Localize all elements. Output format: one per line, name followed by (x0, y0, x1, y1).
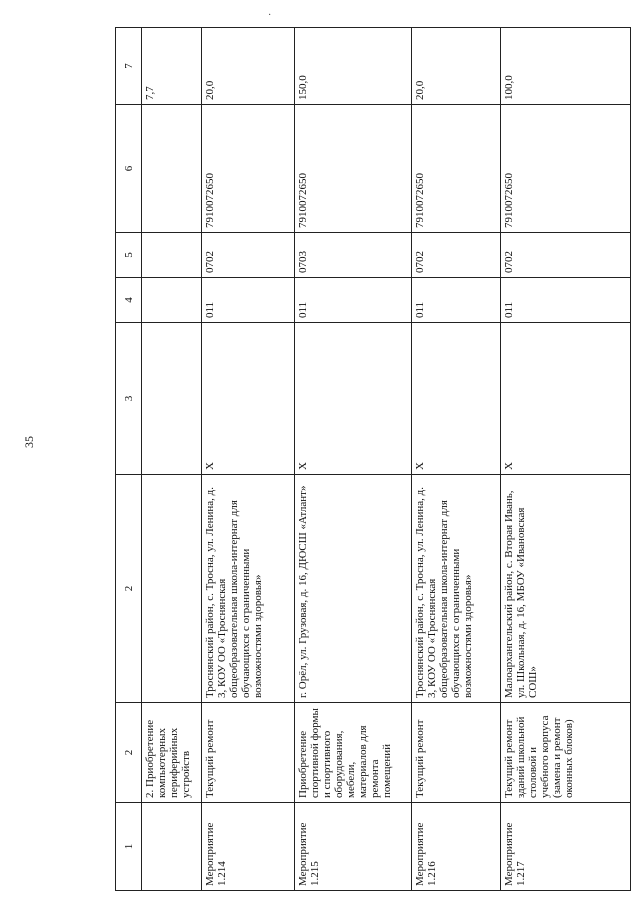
table-row (202, 28, 295, 891)
cell-col4: 011 (202, 278, 295, 323)
cell-col2a: Текущий ремонт (412, 703, 501, 803)
page-number: 35 (22, 436, 36, 448)
cell-col3: Х (412, 323, 501, 475)
cell-col2b: г. Орёл, ул. Грузовая, д. 16, ДЮСШ «Атлант» (295, 475, 412, 703)
rotated-table-container (115, 28, 630, 891)
cell-col6: 7910072650 (412, 105, 501, 233)
cell-col7: 100,0 (501, 28, 631, 105)
cell-col2a: Текущий ремонт зданий школьной столовой и учебного корпуса (замена и ремонт оконных блоков) (501, 703, 631, 803)
cell-col2b: Малоархангельский район, с. Вторая Ивань, ул. Школьная, д. 16, МБОУ «Ивановская СОШ» (501, 475, 631, 703)
cell-col6: 7910072650 (202, 105, 295, 233)
budget-table (115, 27, 631, 891)
cell-col1: Мероприятие 1.216 (412, 803, 501, 891)
cell-col5: 0702 (412, 233, 501, 278)
cell-col4: 011 (501, 278, 631, 323)
table-row (412, 28, 501, 891)
cell-col1: Мероприятие 1.217 (501, 803, 631, 891)
cell-col7: 7,7 (142, 28, 202, 105)
header-cell-5: 5 (116, 233, 142, 278)
cell-col2a: Приобретение спортивной формы и спортивного оборудования, мебели, материалов для ремонта помещений (295, 703, 412, 803)
cell-col6 (142, 105, 202, 233)
cell-col3: Х (501, 323, 631, 475)
cell-col2a: 2. Приобретение компьютерных периферийных устройств (142, 703, 202, 803)
cell-col6: 7910072650 (501, 105, 631, 233)
header-cell-6: 6 (116, 105, 142, 233)
header-cell-2b: 2 (116, 475, 142, 703)
cell-col1: Мероприятие 1.215 (295, 803, 412, 891)
cell-col2a: Текущий ремонт (202, 703, 295, 803)
cell-col6: 7910072650 (295, 105, 412, 233)
table-row (501, 28, 631, 891)
cell-col7: 150,0 (295, 28, 412, 105)
cell-col5: 0702 (501, 233, 631, 278)
cell-col3: Х (295, 323, 412, 475)
header-cell-2a: 2 (116, 703, 142, 803)
cell-col2b: Троснянский район, с. Тросна, ул. Ленина, д. 3, КОУ ОО «Троснянская общеобразовательная школа-интернат для обучающихся с ограниченными возможностями здоровья» (412, 475, 501, 703)
cell-col1 (142, 803, 202, 891)
cell-col7: 20,0 (202, 28, 295, 105)
table-row (142, 28, 202, 891)
cell-col4 (142, 278, 202, 323)
header-cell-7: 7 (116, 28, 142, 105)
cell-col3: Х (202, 323, 295, 475)
cell-col5: 0703 (295, 233, 412, 278)
cell-col1: Мероприятие 1.214 (202, 803, 295, 891)
cell-col5: 0702 (202, 233, 295, 278)
header-cell-3: 3 (116, 323, 142, 475)
cell-col2b (142, 475, 202, 703)
cell-col7: 20,0 (412, 28, 501, 105)
cell-col2b: Троснянский район, с. Тросна, ул. Ленина, д. 3, КОУ ОО «Троснянская общеобразовательная школа-интернат для обучающихся с ограниченными возможностями здоровья» (202, 475, 295, 703)
cell-col5 (142, 233, 202, 278)
header-cell-4: 4 (116, 278, 142, 323)
header-row (116, 28, 142, 891)
cell-col3 (142, 323, 202, 475)
cell-col4: 011 (295, 278, 412, 323)
header-cell-1: 1 (116, 803, 142, 891)
table-row (295, 28, 412, 891)
scan-mark: · (268, 10, 272, 21)
cell-col4: 011 (412, 278, 501, 323)
